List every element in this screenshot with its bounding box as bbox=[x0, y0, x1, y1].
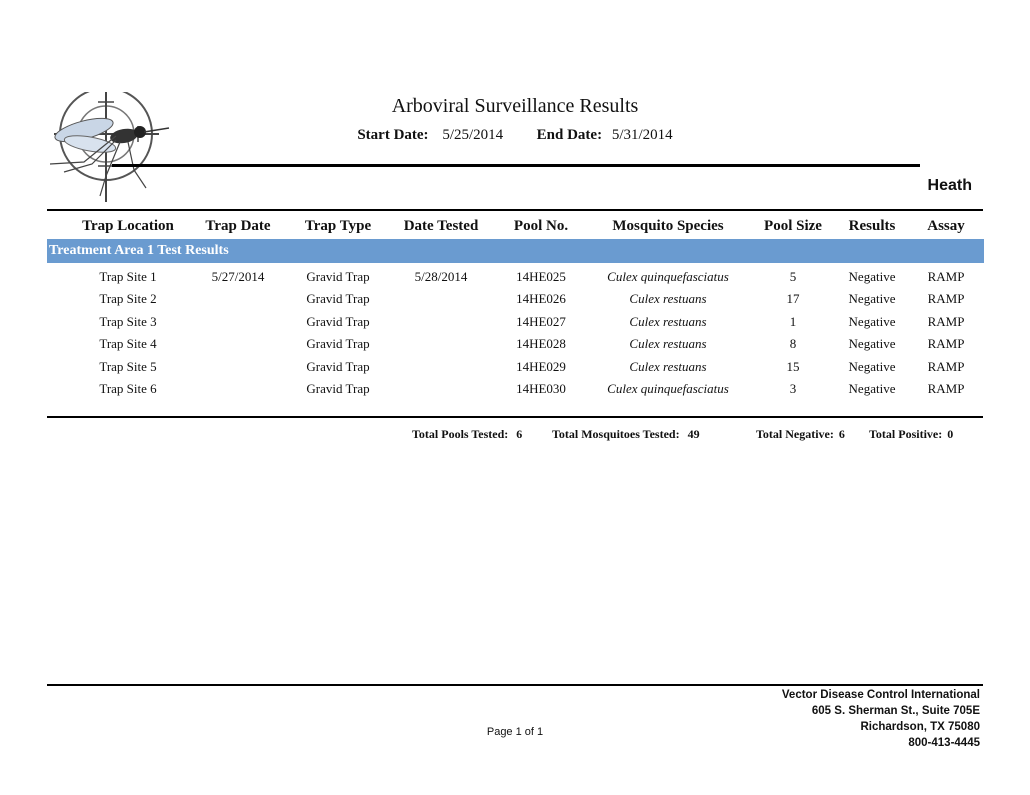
cell-assay: RAMP bbox=[927, 336, 965, 351]
table-row bbox=[0, 336, 1030, 358]
column-header-trap-date: Trap Date bbox=[205, 218, 271, 234]
total-mosquitoes-label: Total Mosquitoes Tested: bbox=[552, 427, 680, 441]
date-range bbox=[0, 127, 1030, 144]
cell-pool-size: 3 bbox=[789, 381, 797, 396]
total-pools bbox=[412, 427, 522, 442]
cell-pool-size: 5 bbox=[789, 269, 797, 284]
column-header-assay: Assay bbox=[927, 218, 965, 234]
cell-trap-location: Trap Site 1 bbox=[99, 269, 157, 284]
table-row bbox=[0, 269, 1030, 291]
cell-trap-type: Gravid Trap bbox=[306, 291, 370, 306]
total-mosquitoes bbox=[552, 427, 700, 442]
company-name: Vector Disease Control International bbox=[781, 689, 980, 701]
cell-trap-location: Trap Site 2 bbox=[99, 291, 157, 306]
cell-date-tested: 5/28/2014 bbox=[414, 269, 468, 284]
company-address-line2: Richardson, TX 75080 bbox=[860, 721, 980, 733]
report-title: Arboviral Surveillance Results bbox=[391, 95, 639, 117]
cell-result: Negative bbox=[848, 269, 896, 284]
cell-trap-date: 5/27/2014 bbox=[211, 269, 265, 284]
cell-trap-location: Trap Site 4 bbox=[99, 336, 157, 351]
cell-trap-location: Trap Site 3 bbox=[99, 314, 157, 329]
cell-assay: RAMP bbox=[927, 359, 965, 374]
column-header-results: Results bbox=[848, 218, 896, 234]
column-header-date-tested: Date Tested bbox=[403, 218, 479, 234]
table-row bbox=[0, 314, 1030, 336]
company-phone: 800-413-4445 bbox=[908, 737, 980, 749]
company-address-line1: 605 S. Sherman St., Suite 705E bbox=[811, 705, 980, 717]
table-row bbox=[0, 291, 1030, 313]
cell-pool-size: 15 bbox=[786, 359, 800, 374]
cell-species: Culex restuans bbox=[629, 359, 707, 374]
cell-assay: RAMP bbox=[927, 269, 965, 284]
total-mosquitoes-value: 49 bbox=[687, 427, 700, 441]
cell-species: Culex quinquefasciatus bbox=[607, 269, 729, 284]
cell-assay: RAMP bbox=[927, 381, 965, 396]
cell-result: Negative bbox=[848, 314, 896, 329]
cell-pool-no: 14HE027 bbox=[516, 314, 566, 329]
total-positive bbox=[869, 427, 953, 442]
column-header-trap-location: Trap Location bbox=[82, 218, 174, 234]
cell-species: Culex quinquefasciatus bbox=[607, 381, 729, 396]
cell-trap-type: Gravid Trap bbox=[306, 314, 370, 329]
cell-result: Negative bbox=[848, 336, 896, 351]
cell-pool-no: 14HE028 bbox=[516, 336, 566, 351]
column-header-pool-no: Pool No. bbox=[513, 218, 569, 234]
title-divider bbox=[112, 164, 920, 167]
total-pools-value: 6 bbox=[516, 427, 523, 441]
cell-pool-no: 14HE026 bbox=[516, 291, 566, 306]
cell-species: Culex restuans bbox=[629, 336, 707, 351]
column-header-trap-type: Trap Type bbox=[304, 218, 372, 234]
table-bottom-divider bbox=[47, 416, 983, 418]
cell-trap-type: Gravid Trap bbox=[306, 381, 370, 396]
cell-result: Negative bbox=[848, 381, 896, 396]
cell-pool-no: 14HE030 bbox=[516, 381, 566, 396]
cell-pool-size: 1 bbox=[789, 314, 797, 329]
cell-pool-no: 14HE029 bbox=[516, 359, 566, 374]
column-header-mosquito-species: Mosquito Species bbox=[612, 218, 724, 234]
cell-assay: RAMP bbox=[927, 314, 965, 329]
start-date-label: Start Date: bbox=[357, 127, 429, 143]
total-positive-value: 0 bbox=[947, 427, 954, 441]
table-row bbox=[0, 381, 1030, 403]
cell-species: Culex restuans bbox=[629, 291, 707, 306]
end-date-value: 5/31/2014 bbox=[611, 127, 673, 143]
cell-trap-type: Gravid Trap bbox=[306, 269, 370, 284]
total-pools-label: Total Pools Tested: bbox=[412, 427, 509, 441]
total-positive-label: Total Positive: bbox=[869, 427, 943, 441]
start-date-value: 5/25/2014 bbox=[442, 127, 504, 143]
cell-pool-size: 17 bbox=[786, 291, 800, 306]
cell-trap-type: Gravid Trap bbox=[306, 336, 370, 351]
column-header-pool-size: Pool Size bbox=[764, 218, 822, 234]
page-number: Page 1 of 1 bbox=[486, 726, 544, 738]
cell-result: Negative bbox=[848, 359, 896, 374]
cell-trap-location: Trap Site 5 bbox=[99, 359, 157, 374]
section-title: Treatment Area 1 Test Results bbox=[49, 243, 229, 258]
cell-trap-location: Trap Site 6 bbox=[99, 381, 157, 396]
cell-species: Culex restuans bbox=[629, 314, 707, 329]
total-negative-value: 6 bbox=[838, 427, 845, 441]
table-row bbox=[0, 359, 1030, 381]
cell-result: Negative bbox=[848, 291, 896, 306]
footer-divider bbox=[47, 684, 983, 686]
end-date-label: End Date: bbox=[536, 127, 603, 143]
client-name: Heath bbox=[927, 177, 972, 194]
company-address-block bbox=[782, 687, 980, 751]
cell-pool-size: 8 bbox=[789, 336, 797, 351]
cell-trap-type: Gravid Trap bbox=[306, 359, 370, 374]
cell-assay: RAMP bbox=[927, 291, 965, 306]
total-negative-label: Total Negative: bbox=[756, 427, 834, 441]
table-top-divider bbox=[47, 209, 983, 211]
total-negative bbox=[756, 427, 845, 442]
cell-pool-no: 14HE025 bbox=[516, 269, 566, 284]
